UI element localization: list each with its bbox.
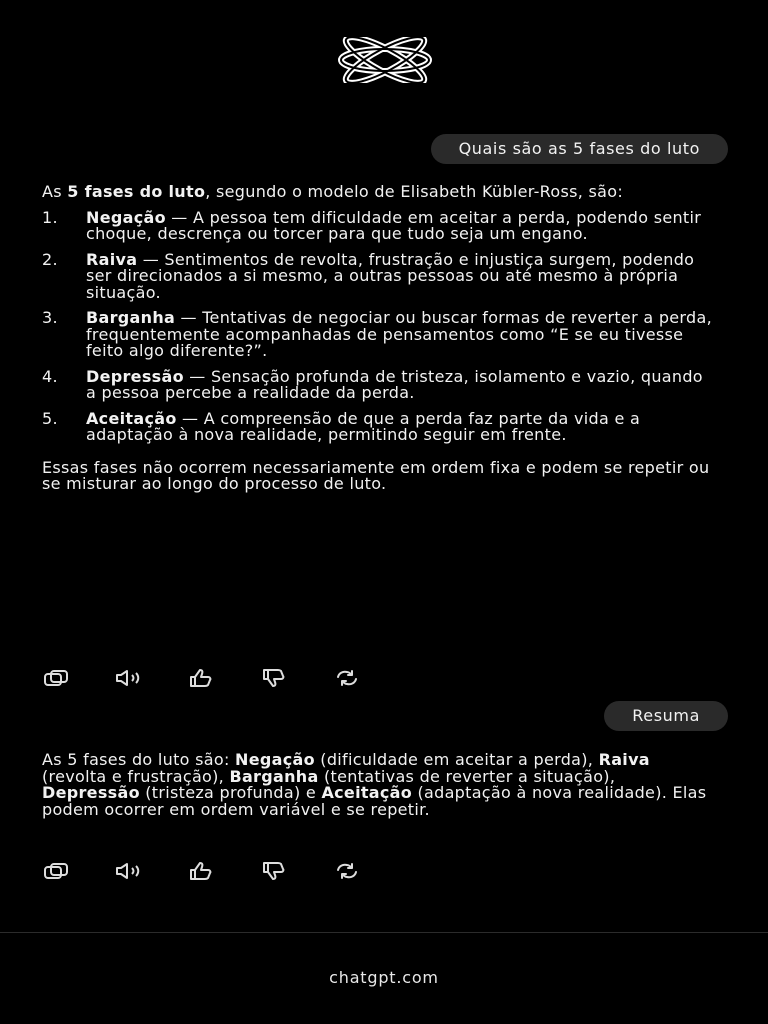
read-aloud-button[interactable] xyxy=(115,668,163,688)
phase-desc: — Sensação profunda de tristeza, isolamento e vazio, quando a pessoa percebe a realidade da perda. xyxy=(86,366,703,402)
list-number: 1. xyxy=(42,207,58,227)
message-actions xyxy=(42,861,407,881)
regenerate-icon xyxy=(334,862,364,880)
footer-domain[interactable]: chatgpt.com xyxy=(329,968,439,987)
phases-list xyxy=(42,207,714,444)
summary-text: (dificuldade em aceitar a perda), xyxy=(314,750,599,769)
list-item xyxy=(42,249,714,302)
regenerate-button[interactable] xyxy=(334,861,382,881)
summary-text: (adaptação à nova realidade). Elas podem ocorrer em ordem variável e se repetir. xyxy=(42,783,707,819)
summary-text: As 5 fases do luto são: xyxy=(42,750,236,769)
list-item xyxy=(42,366,714,402)
regenerate-button[interactable] xyxy=(334,668,382,688)
summary-paragraph xyxy=(42,752,714,818)
user-message-bubble xyxy=(604,701,728,731)
copy-button[interactable] xyxy=(42,668,90,688)
message-actions xyxy=(42,668,407,688)
good-response-button[interactable] xyxy=(188,668,236,688)
phase-name: Raiva xyxy=(598,750,650,769)
list-number: 2. xyxy=(42,249,58,269)
thumbs-down-icon xyxy=(261,862,291,880)
copy-icon xyxy=(42,862,72,880)
list-item xyxy=(42,207,714,243)
list-number: 3. xyxy=(42,308,58,327)
bad-response-button[interactable] xyxy=(261,861,309,881)
phase-name: Depressão xyxy=(86,366,184,386)
summary-text: (revolta e frustração), xyxy=(42,766,230,786)
phase-name: Aceitação xyxy=(321,783,413,802)
openai-logo-icon xyxy=(331,37,439,83)
phase-desc: — A pessoa tem dificuldade em aceitar a perda, podendo sentir choque, descrença ou torcer para que tudo seja um engano. xyxy=(86,207,702,243)
list-number: 4. xyxy=(42,366,58,386)
list-item xyxy=(42,310,714,360)
phase-desc: — Sentimentos de revolta, frustração e injustiça surgem, podendo ser direcionados a si mesmo, a outras pessoas ou até mesmo à própria situação. xyxy=(86,249,695,302)
bad-response-button[interactable] xyxy=(261,668,309,688)
assistant-message xyxy=(42,184,714,493)
phase-name: Aceitação xyxy=(86,408,177,428)
phase-desc: — Tentativas de negociar ou buscar formas de reverter a perda, frequentemente acompanhadas de pensamentos como “E se eu tivesse feito algo diferente?”. xyxy=(86,308,712,360)
phase-desc: — A compreensão de que a perda faz parte da vida e a adaptação à nova realidade, permitindo seguir em frente. xyxy=(86,408,641,444)
user-message-text: Quais são as 5 fases do luto xyxy=(458,139,700,158)
intro-bold: 5 fases do luto xyxy=(67,182,206,201)
footer-divider xyxy=(0,932,768,933)
phase-name: Barganha xyxy=(229,766,319,786)
read-aloud-button[interactable] xyxy=(115,861,163,881)
list-item xyxy=(42,408,714,444)
summary-text: (tristeza profunda) e xyxy=(139,783,322,802)
answer-outro: Essas fases não ocorrem necessariamente em ordem fixa e podem se repetir ou se misturar ao longo do processo de luto. xyxy=(42,457,710,493)
phase-name: Barganha xyxy=(86,308,176,327)
user-message-bubble xyxy=(431,134,728,164)
user-message-text: Resuma xyxy=(632,706,700,725)
phase-name: Raiva xyxy=(86,249,138,269)
thumbs-up-icon xyxy=(188,862,218,880)
phase-name: Depressão xyxy=(42,783,140,802)
summary-text: (tentativas de reverter a situação), xyxy=(318,766,616,786)
speaker-icon xyxy=(115,862,145,880)
regenerate-icon xyxy=(334,669,364,687)
thumbs-down-icon xyxy=(261,669,291,687)
phase-name: Negação xyxy=(86,207,166,227)
intro-text-end: , segundo o modelo de Elisabeth Kübler-Ross, são: xyxy=(205,182,624,201)
phase-name: Negação xyxy=(235,750,315,769)
copy-icon xyxy=(42,669,72,687)
answer-intro xyxy=(42,184,714,201)
assistant-message xyxy=(42,752,714,818)
thumbs-up-icon xyxy=(188,669,218,687)
list-number: 5. xyxy=(42,408,58,428)
intro-text: As xyxy=(42,182,68,201)
speaker-icon xyxy=(115,669,145,687)
good-response-button[interactable] xyxy=(188,861,236,881)
copy-button[interactable] xyxy=(42,861,90,881)
